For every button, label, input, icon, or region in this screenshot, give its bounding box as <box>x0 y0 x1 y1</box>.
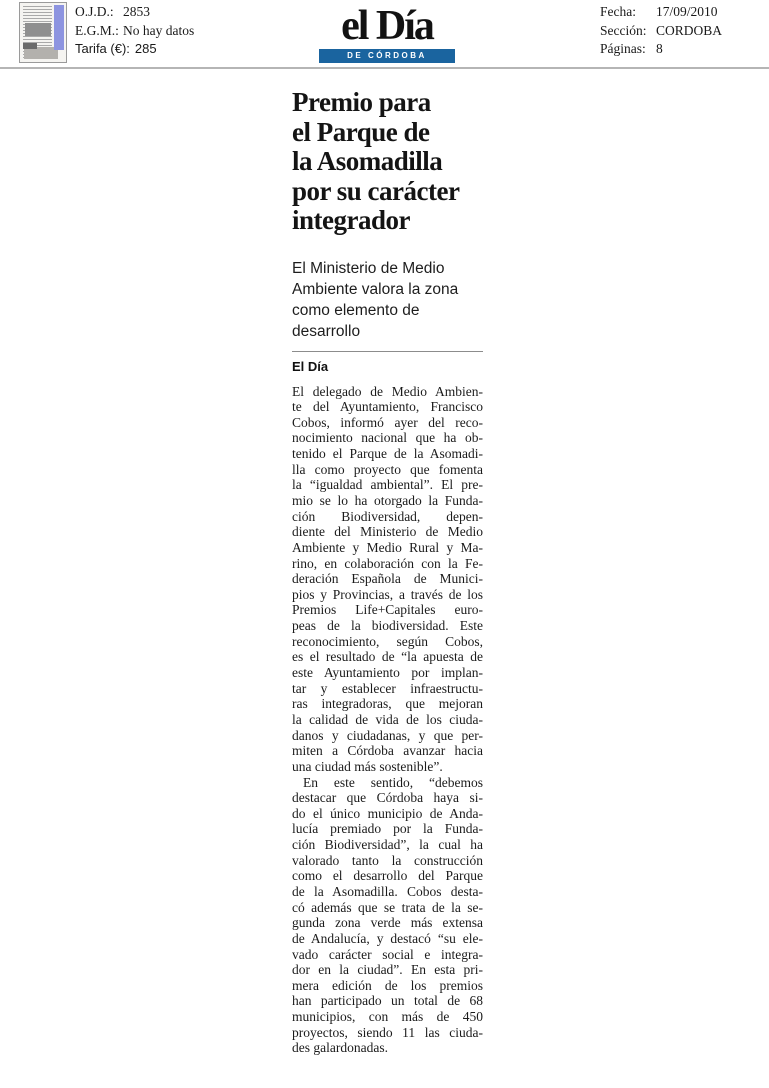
body-line: dor en la ciudad”. En esta pri- <box>292 962 483 978</box>
headline-line: por su carácter <box>292 175 460 206</box>
thumbnail-blue-column <box>54 5 64 50</box>
headline <box>292 88 483 236</box>
meta-row <box>75 3 194 22</box>
body-line: mio se lo ha otorgado la Funda- <box>292 492 483 508</box>
body-line: la calidad de vida de los ciuda- <box>292 711 483 727</box>
body-line: ras integradoras, que mejoran <box>292 696 483 712</box>
thumbnail-photo <box>25 23 51 36</box>
body-line: diente del Ministerio de Medio <box>292 524 483 540</box>
body-line: valorado tanto la construcción <box>292 852 483 868</box>
body-line: este Ayuntamiento por implan- <box>292 665 483 681</box>
body-line: có además que se trata de la se- <box>292 899 483 915</box>
newspaper-page-thumbnail-icon <box>20 3 66 62</box>
meta-value: No hay datos <box>123 22 195 38</box>
body-line: la “igualdad ambiental”. El pre- <box>292 477 483 493</box>
body-line: des galardonadas. <box>292 1040 388 1056</box>
logo-title: el Día <box>341 3 433 49</box>
meta-row <box>600 40 722 59</box>
body-line: lucía premiado por la Funda- <box>292 821 483 837</box>
body-line: reconocimiento, según Cobos, <box>292 633 483 649</box>
meta-label: Fecha: <box>600 4 636 19</box>
body-line: danos y ciudadanas, y que per- <box>292 727 483 743</box>
meta-value: 2853 <box>123 4 150 19</box>
body-line: una ciudad más sostenible”. <box>292 758 443 774</box>
subtitle <box>292 258 483 342</box>
thumbnail-photo <box>23 43 37 49</box>
article <box>292 88 483 1056</box>
clipping-header <box>0 0 769 67</box>
logo-bar: DE CÓRDOBA <box>319 49 455 63</box>
body-line: de Andalucía, y destacó “su ele- <box>292 930 483 946</box>
meta-row <box>75 22 194 41</box>
body-line: tenido el Parque de la Asomadi- <box>292 446 483 462</box>
meta-label: Páginas: <box>600 41 646 56</box>
meta-label: Tarifa (€): <box>75 41 130 56</box>
subtitle-line: Ambiente valora la zona <box>292 280 459 298</box>
meta-label: O.J.D.: <box>75 4 114 19</box>
header-divider <box>0 67 769 69</box>
meta-value: 8 <box>656 41 663 56</box>
body-line: han participado un total de 68 <box>292 993 483 1009</box>
byline-rule <box>292 351 483 352</box>
body-line: es el resultado de “la apuesta de <box>292 649 483 665</box>
body-line: de la Asomadilla. Cobos desta- <box>292 884 483 899</box>
meta-label: Sección: <box>600 22 647 38</box>
body-line: deración Española de Munici- <box>292 571 483 587</box>
newspaper-logo <box>319 4 455 63</box>
body-line: ción Biodiversidad, depen- <box>292 508 483 524</box>
body-line: vado carácter social e integra- <box>292 946 483 962</box>
body-line: Cobos, informó ayer del reco- <box>292 414 483 430</box>
body-line: En este sentido, “debemos <box>303 774 483 790</box>
body-line: destacar que Córdoba haya si- <box>292 790 483 806</box>
subtitle-line: como elemento de desarrollo <box>292 301 420 340</box>
body-line: El delegado de Medio Ambien- <box>292 383 483 399</box>
body-line: peas de la biodiversidad. Este <box>292 618 483 634</box>
left-meta <box>75 3 194 59</box>
body-line: nocimiento nacional que ha ob- <box>292 430 483 446</box>
headline-line: integrador <box>292 205 410 235</box>
body-line: ción Biodiversidad”, la cual ha <box>292 837 483 853</box>
body-line: do el único municipio de Anda- <box>292 805 483 821</box>
body-line: Premios Life+Capitales euro- <box>292 602 483 618</box>
body-line: pios y Provincias, a través de los <box>292 586 483 602</box>
body-line: como el desarrollo del Parque <box>292 868 483 884</box>
meta-value: 285 <box>134 41 157 56</box>
body-line: lla como proyecto que fomenta <box>292 461 483 477</box>
subtitle-line: El Ministerio de Medio <box>292 259 445 277</box>
meta-row <box>600 22 722 41</box>
meta-value: CORDOBA <box>656 22 723 38</box>
headline-line: la Asomadilla <box>292 146 443 176</box>
body-line: gunda zona verde más extensa <box>292 915 483 931</box>
meta-row <box>600 3 722 22</box>
meta-value: 17/09/2010 <box>656 4 718 19</box>
meta-row <box>75 40 194 59</box>
body-line: proyectos, siendo 11 las ciuda- <box>292 1024 483 1040</box>
body-line: tar y establecer infraestructu- <box>292 680 483 696</box>
body-line: te del Ayuntamiento, Francisco <box>292 399 483 415</box>
body-line: rino, en colaboración con la Fe- <box>292 555 483 571</box>
article-body <box>292 384 483 1057</box>
headline-line: Premio para <box>292 87 431 117</box>
right-meta <box>600 3 722 59</box>
body-line: municipios, con más de 450 <box>292 1009 483 1025</box>
body-line: miten a Córdoba avanzar hacia <box>292 743 483 759</box>
meta-label: E.G.M.: <box>75 22 119 38</box>
body-line: Ambiente y Medio Rural y Ma- <box>292 539 483 555</box>
body-line: mera edición de los premios <box>292 977 483 993</box>
byline: El Día <box>292 358 329 374</box>
headline-line: el Parque de <box>292 116 430 147</box>
